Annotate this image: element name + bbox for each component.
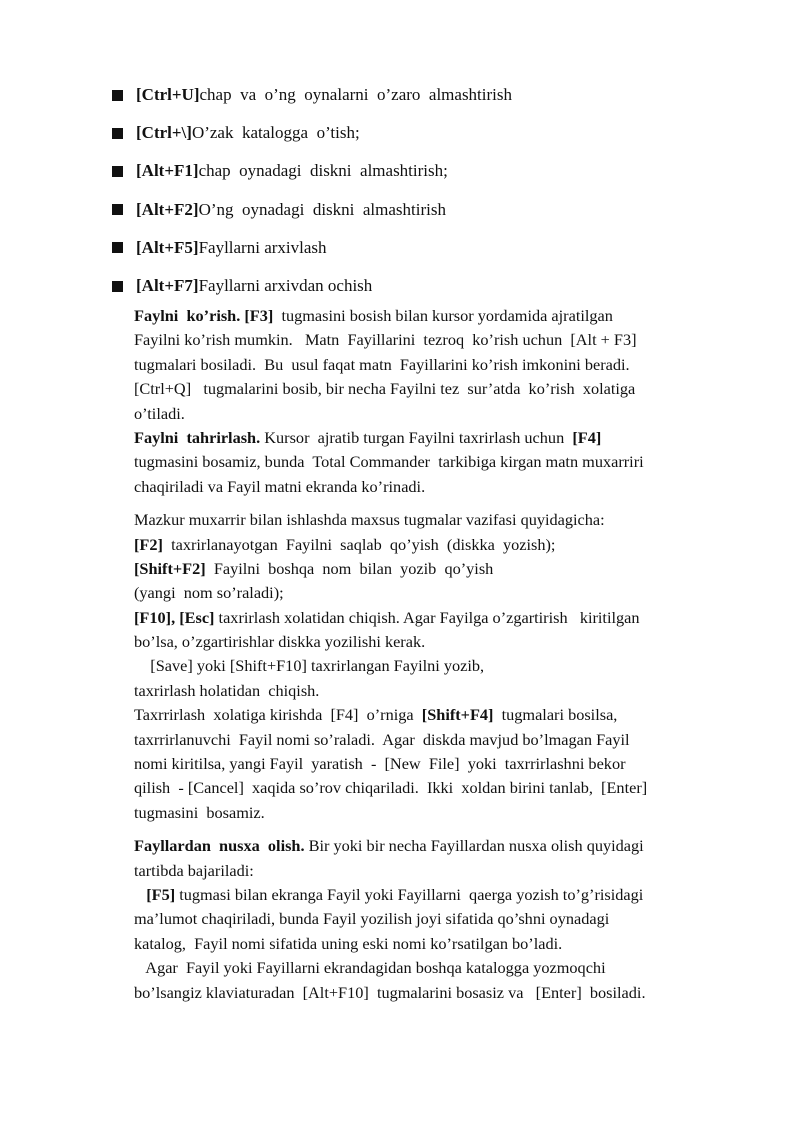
shortcut-description: Fayllarni arxivdan ochish — [198, 276, 373, 296]
paragraph-text: Taxrrirlash xolatiga kirishda [F4] o’rniga — [134, 705, 422, 725]
square-bullet-icon — [112, 90, 123, 101]
key-label: [F10], [Esc] — [134, 607, 215, 627]
paragraph-line: taxrirlash holatidan chiqish. — [134, 680, 320, 700]
paragraph-line: (yangi nom so’raladi); — [134, 583, 284, 603]
key-label: [Shift+F2] — [134, 558, 206, 578]
shortcut-key: [Alt+F5] — [136, 237, 199, 257]
key-label: [Shift+F4] — [421, 705, 494, 725]
square-bullet-icon — [112, 204, 123, 215]
section-heading: Faylni tahrirlash. — [134, 427, 261, 447]
list-item — [112, 152, 752, 190]
shortcut-key: [Ctrl+\] — [136, 123, 192, 143]
shortcut-list — [112, 76, 752, 305]
square-bullet-icon — [112, 281, 123, 292]
document-body — [134, 304, 754, 1005]
paragraph-line: Agar Fayil yoki Fayillarni ekrandagidan boshqa katalogga yozmoqchi — [134, 958, 606, 978]
paragraph-line: taxrrirlanuvchi Fayil nomi so’raladi. Agar diskda mavjud bo’lmagan Fayil — [134, 729, 630, 749]
paragraph-line: [Ctrl+Q] tugmalarini bosib, bir necha Fayilni tez sur’atda ko’rish xolatiga — [134, 379, 636, 399]
paragraph-text: tugmalari bosilsa, — [493, 705, 618, 725]
list-item — [112, 76, 752, 114]
shortcut-description: chap va o’ng oynalarni o’zaro almashtirish — [199, 85, 513, 105]
key-label: [F4] — [572, 427, 602, 447]
shortcut-key: [Alt+F1] — [136, 161, 199, 181]
list-item — [112, 191, 752, 229]
shortcut-key: [Ctrl+U] — [136, 85, 200, 105]
shortcut-description: Fayllarni arxivlash — [198, 237, 327, 257]
paragraph-text: taxrirlanayotgan Fayilni saqlab qo’yish (diskka yozish); — [162, 534, 556, 554]
paragraph-line: bo’lsangiz klaviaturadan [Alt+F10] tugmalarini bosasiz va [Enter] bosiladi. — [134, 982, 646, 1002]
list-item — [112, 229, 752, 267]
paragraph-line: nomi kiritilsa, yangi Fayil yaratish - [New File] yoki taxrrirlashni bekor — [134, 754, 626, 774]
paragraph-text: Kursor ajratib turgan Fayilni taxrirlash uchun — [260, 427, 573, 447]
paragraph-text: tugmasini bosish bilan kursor yordamida ajratilgan — [273, 306, 613, 325]
list-item — [112, 114, 752, 152]
paragraph-line: chaqiriladi va Fayil matni ekranda ko’rinadi. — [134, 476, 426, 496]
paragraph-text: tugmasi bilan ekranga Fayil yoki Fayillarni qaerga yozish to’g’risidagi — [175, 884, 644, 904]
square-bullet-icon — [112, 166, 123, 177]
section-file-copy — [134, 834, 754, 1005]
paragraph-line: Mazkur muxarrir bilan ishlashda maxsus tugmalar vazifasi quyidagicha: — [134, 510, 605, 530]
paragraph-line: ma’lumot chaqiriladi, bunda Fayil yozilish joyi sifatida qo’shni oynadagi — [134, 909, 610, 929]
paragraph-line: katalog, Fayil nomi sifatida uning eski nomi ko’rsatilgan bo’ladi. — [134, 933, 563, 953]
key-label: [F2] — [134, 534, 163, 554]
square-bullet-icon — [112, 128, 123, 139]
paragraph-line: tartibda bajariladi: — [134, 860, 254, 880]
shortcut-description: O’zak katalogga o’tish; — [191, 123, 360, 143]
paragraph-text: Bir yoki bir necha Fayillardan nusxa olish quyidagi — [304, 836, 644, 856]
paragraph-line: Fayilni ko’rish mumkin. Matn Fayillarini tezroq ko’rish uchun [Alt + F3] — [134, 330, 637, 350]
paragraph-line: [Save] yoki [Shift+F10] taxrirlangan Fayilni yozib, — [134, 656, 485, 676]
paragraph-line: qilish - [Cancel] xaqida so’rov chiqariladi. Ikki xoldan birini tanlab, [Enter] — [134, 778, 648, 798]
shortcut-description: chap oynadagi diskni almashtirish; — [198, 161, 448, 181]
shortcut-key: [Alt+F7] — [136, 276, 199, 296]
section-file-edit — [134, 426, 754, 499]
section-heading: Faylni ko’rish. [F3] — [134, 306, 274, 325]
shortcut-description: O’ng oynadagi diskni almashtirish — [198, 199, 446, 219]
paragraph-line: tugmasini bosamiz. — [134, 802, 265, 822]
paragraph-line: tugmalari bosiladi. Bu usul faqat matn Fayillarini ko’rish imkonini beradi. — [134, 354, 630, 374]
key-label: [F5] — [134, 884, 176, 904]
paragraph-line: tugmasini bosamiz, bunda Total Commander tarkibiga kirgan matn muxarriri — [134, 452, 644, 472]
square-bullet-icon — [112, 242, 123, 253]
section-editor-keys — [134, 508, 754, 825]
paragraph-line: bo’lsa, o’zgartirishlar diskka yozilishi kerak. — [134, 632, 426, 652]
list-item — [112, 267, 752, 305]
paragraph-text: Fayilni boshqa nom bilan yozib qo’yish — [205, 558, 494, 578]
section-heading: Fayllardan nusxa olish. — [134, 836, 305, 856]
paragraph-line: o’tiladi. — [134, 403, 185, 423]
paragraph-text: taxrirlash xolatidan chiqish. Agar Fayilga o’zgartirish kiritilgan — [214, 607, 640, 627]
section-file-view — [134, 304, 754, 426]
shortcut-key: [Alt+F2] — [136, 199, 199, 219]
